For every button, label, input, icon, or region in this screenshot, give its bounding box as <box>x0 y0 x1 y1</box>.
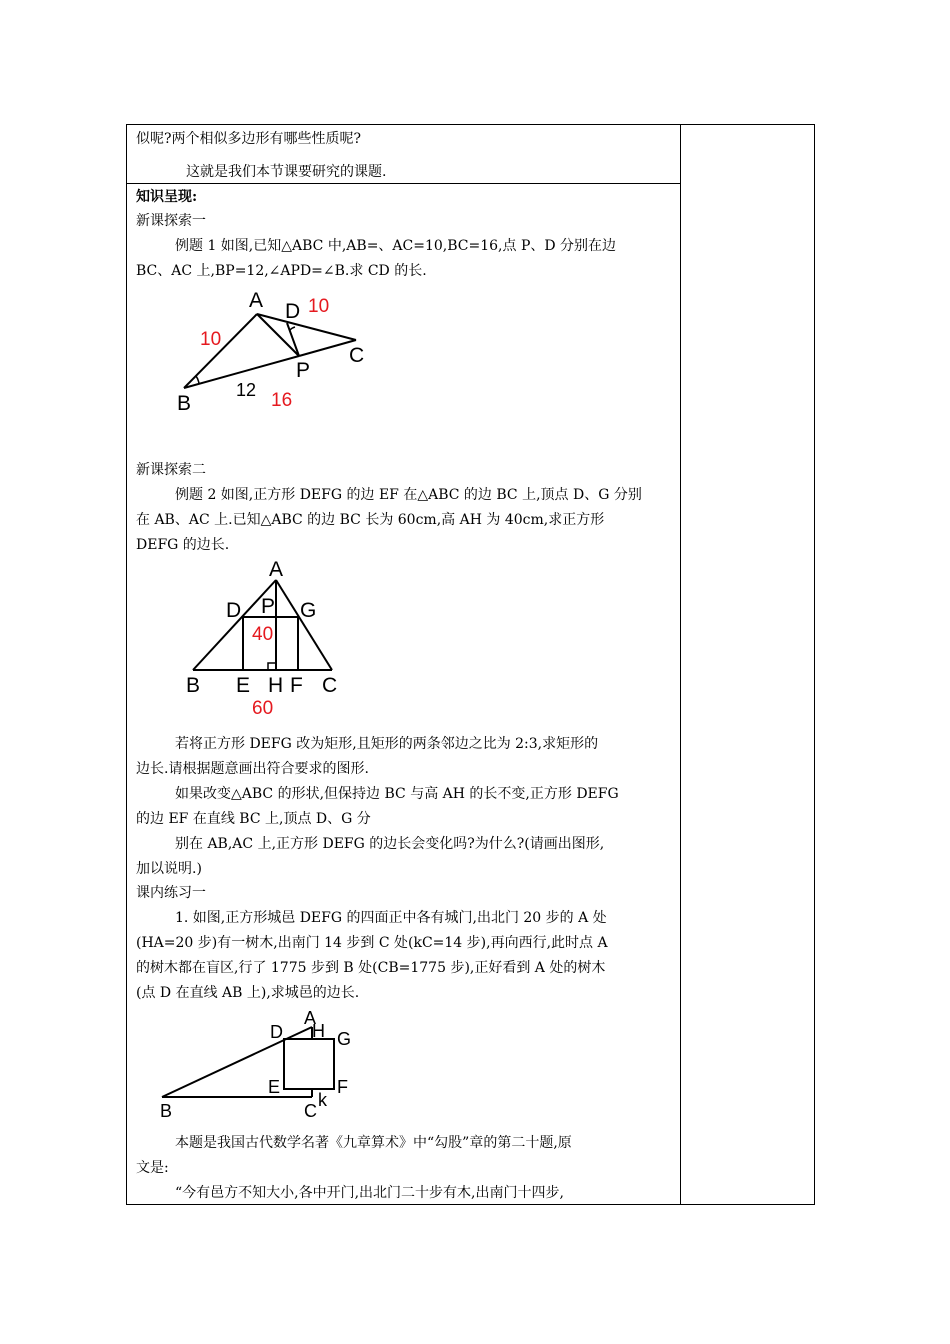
text-line: 在 AB、AC 上.已知△ABC 的边 BC 长为 60cm,高 AH 为 40cm,求正方形 <box>136 512 605 528</box>
text-line: 本题是我国古代数学名著《九章算术》中“勾股”章的第二十题,原 <box>175 1135 572 1151</box>
label-d: D <box>226 599 242 622</box>
text-line: 例题 2 如图,正方形 DEFG 的边 EF 在△ABC 的边 BC 上,顶点 D、G 分别 <box>175 487 642 503</box>
text-line: 这就是我们本节课要研究的课题. <box>186 164 387 180</box>
subsection-title: 新课探索一 <box>136 213 206 229</box>
row-divider <box>126 183 681 184</box>
label-p: P <box>261 595 276 618</box>
text-line: 例题 1 如图,已知△ABC 中,AB=、AC=10,BC=16,点 P、D 分别在边 <box>175 238 617 254</box>
text-line: 加以说明.) <box>136 861 202 877</box>
label-c: C <box>322 674 338 697</box>
text-line: (点 D 在直线 AB 上),求城邑的边长. <box>136 985 360 1001</box>
label-a: A <box>304 1008 317 1028</box>
text-line: 文是: <box>136 1160 169 1176</box>
label-c: C <box>304 1101 317 1121</box>
label-a: A <box>249 289 264 312</box>
label-c: C <box>349 344 365 367</box>
label-f: F <box>290 674 303 697</box>
subsection-title: 课内练习一 <box>136 885 206 901</box>
text-line: 若将正方形 DEFG 改为矩形,且矩形的两条邻边之比为 2:3,求矩形的 <box>175 736 599 752</box>
text-line: 的边 EF 在直线 BC 上,顶点 D、G 分 <box>136 811 371 827</box>
label-g: G <box>300 599 317 622</box>
label-b: B <box>186 674 201 697</box>
figure-3 <box>150 1005 365 1125</box>
label-base: 60 <box>252 698 274 719</box>
label-p: P <box>296 359 311 382</box>
label-b: B <box>177 392 192 415</box>
text-line: 边长.请根据题意画出符合要求的图形. <box>136 761 369 777</box>
label-k: k <box>318 1090 327 1110</box>
figure-1 <box>170 285 380 415</box>
text-line: 别在 AB,AC 上,正方形 DEFG 的边长会变化吗?为什么?(请画出图形, <box>175 836 605 852</box>
text-line: 的树木都在盲区,行了 1775 步到 B 处(CB=1775 步),正好看到 A 处的树木 <box>136 960 606 976</box>
label-h: H <box>312 1021 325 1041</box>
label-a: A <box>269 558 284 581</box>
text-line: (HA=20 步)有一树木,出南门 14 步到 C 处(kC=14 步),再向西行,此时点 A <box>136 935 608 951</box>
label-bp-length: 12 <box>236 380 257 400</box>
section-title: 知识呈现: <box>136 189 198 205</box>
label-h: H <box>268 674 284 697</box>
subsection-title: 新课探索二 <box>136 462 206 478</box>
label-b: B <box>160 1101 173 1121</box>
text-line: BC、AC 上,BP=12,∠APD=∠B.求 CD 的长. <box>136 263 427 279</box>
label-g: G <box>337 1029 352 1049</box>
text-line: 1. 如图,正方形城邑 DEFG 的四面正中各有城门,出北门 20 步的 A 处 <box>175 910 607 926</box>
text-line: 似呢?两个相似多边形有哪些性质呢? <box>136 131 362 147</box>
label-f: F <box>337 1077 348 1097</box>
label-e: E <box>268 1077 281 1097</box>
figure-2 <box>180 555 350 720</box>
label-cd-length: 10 <box>308 296 330 317</box>
label-height: 40 <box>252 624 274 645</box>
label-d: D <box>285 300 301 323</box>
label-e: E <box>236 674 251 697</box>
label-d: D <box>270 1022 283 1042</box>
label-bc-length: 16 <box>271 390 293 411</box>
text-line: 如果改变△ABC 的形状,但保持边 BC 与高 AH 的长不变,正方形 DEFG <box>175 786 619 802</box>
label-ab-length: 10 <box>200 329 222 350</box>
text-line: DEFG 的边长. <box>136 537 230 553</box>
text-line: “今有邑方不知大小,各中开门,出北门二十步有木,出南门十四步, <box>175 1185 564 1201</box>
column-divider <box>680 124 681 1205</box>
